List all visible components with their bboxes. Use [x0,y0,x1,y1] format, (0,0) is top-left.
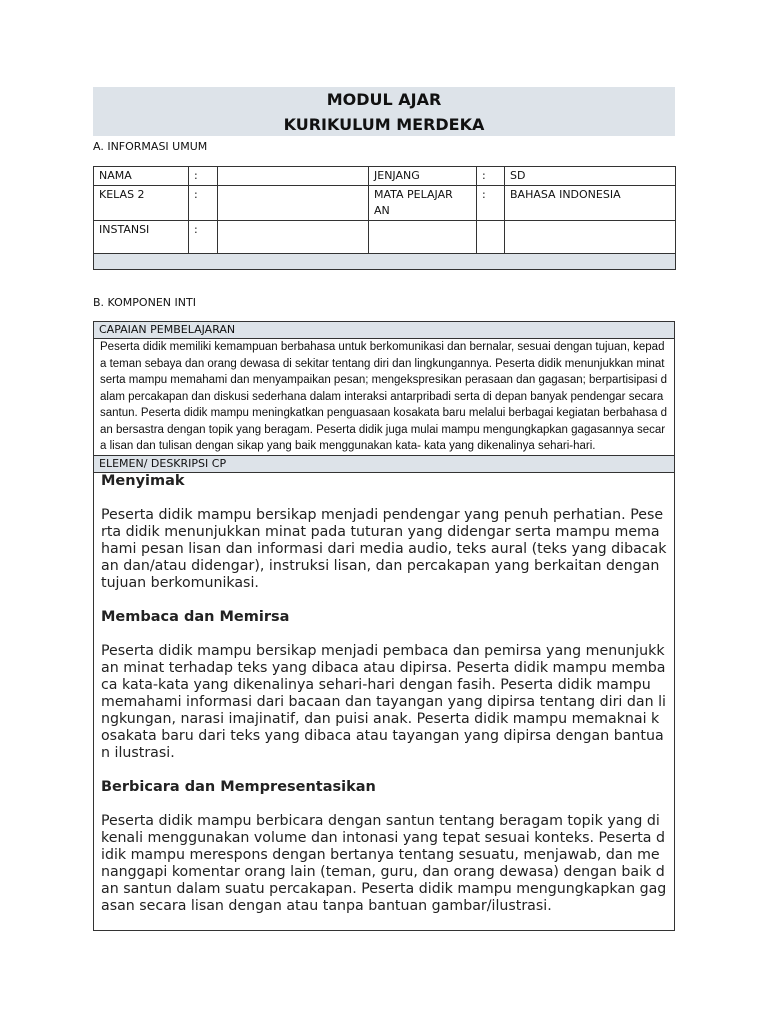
field-label [369,221,477,254]
field-value [218,186,369,221]
field-value: SD [505,167,676,186]
elemen-description: Peserta didik mampu bersikap menjadi pendengar yang penuh perhatian. Peserta didik menunjukkan minat pada tuturan yang didengar serta mampu memahami pesan lisan dan informasi dari media audio, teks aural (teks yang dibacakan dan/atau didengar), instruksi lisan, dan percakapan yang berkaitan dengan tujuan berkomunikasi. [101,506,667,591]
document-title: MODUL AJAR [326,90,442,109]
field-colon [477,221,505,254]
field-label: JENJANG [369,167,477,186]
elemen-title: Menyimak [101,472,185,489]
section-a-label: A. INFORMASI UMUM [93,140,208,153]
section-b-label: B. KOMPONEN INTI [93,296,196,309]
table-row [94,221,676,254]
elemen-header: ELEMEN/ DESKRIPSI CP [94,455,674,473]
elemen-title: Berbicara dan Mempresentasikan [101,778,376,795]
field-value [218,167,369,186]
capaian-text: Peserta didik memiliki kemampuan berbahasa untuk berkomunikasi dan bernalar, sesuai dengan tujuan, kepada teman sebaya dan orang dewasa di sekitar tentang diri dan lingkungannya. Peserta didik menunjukkan minat serta mampu memahami dan menyampaikan pesan; mengekspresikan perasaan dan gagasan; berpartisipasi dalam percakapan dan diskusi sederhana dalam interaksi antarpribadi serta di depan banyak pendengar secara santun. Peserta didik mampu meningkatkan penguasaan kosakata baru melalui berbagai kegiatan berbahasa dan bersastra dengan topik yang beragam. Peserta didik juga mulai mampu mengungkapkan gagasannya secara lisan dan tulisan dengan sikap yang baik menggunakan kata- kata yang dikenalinya sehari-hari. [100,341,668,452]
field-value: BAHASA INDONESIA [505,186,676,221]
field-label: NAMA [94,167,189,186]
field-colon: : [189,167,218,186]
elemen-body [94,473,674,915]
document-subtitle: KURIKULUM MERDEKA [283,115,485,134]
field-colon: : [477,186,505,221]
field-label: INSTANSI [94,221,189,254]
elemen-description: Peserta didik mampu berbicara dengan santun tentang beragam topik yang dikenali menggunakan volume dan intonasi yang tepat sesuai konteks. Peserta didik mampu merespons dengan bertanya tentang sesuatu, menjawab, dan menanggapi komentar orang lain (teman, guru, dan orang dewasa) dengan baik dan santun dalam suatu percakapan. Peserta didik mampu mengungkapkan gagasan secara lisan dengan atau tanpa bantuan gambar/ilustrasi. [101,812,667,914]
empty-row-cell [94,254,676,270]
field-label: KELAS 2 [94,186,189,221]
field-label: MATA PELAJAR AN [369,186,477,221]
elemen-title: Membaca dan Memirsa [101,608,290,625]
field-colon: : [189,186,218,221]
table-row [94,186,676,221]
field-colon: : [189,221,218,254]
table-row [94,254,676,270]
field-value [218,221,369,254]
elemen-description: Peserta didik mampu bersikap menjadi pembaca dan pemirsa yang menunjukkan minat terhadap teks yang dibaca atau dipirsa. Peserta didik mampu membaca kata-kata yang dikenalinya sehari-hari dengan fasih. Peserta didik mampu memahami informasi dari bacaan dan tayangan yang dipirsa tentang diri dan lingkungan, narasi imajinatif, dan puisi anak. Peserta didik mampu memaknai kosakata baru dari teks yang dibaca atau tayangan yang dipirsa dengan bantuan ilustrasi. [101,642,666,761]
komponen-inti-box [93,321,675,931]
capaian-header: CAPAIAN PEMBELAJARAN [94,322,674,339]
field-colon: : [477,167,505,186]
field-value [505,221,676,254]
informasi-umum-table [93,166,676,270]
table-row [94,167,676,186]
document-title-block [93,87,675,136]
